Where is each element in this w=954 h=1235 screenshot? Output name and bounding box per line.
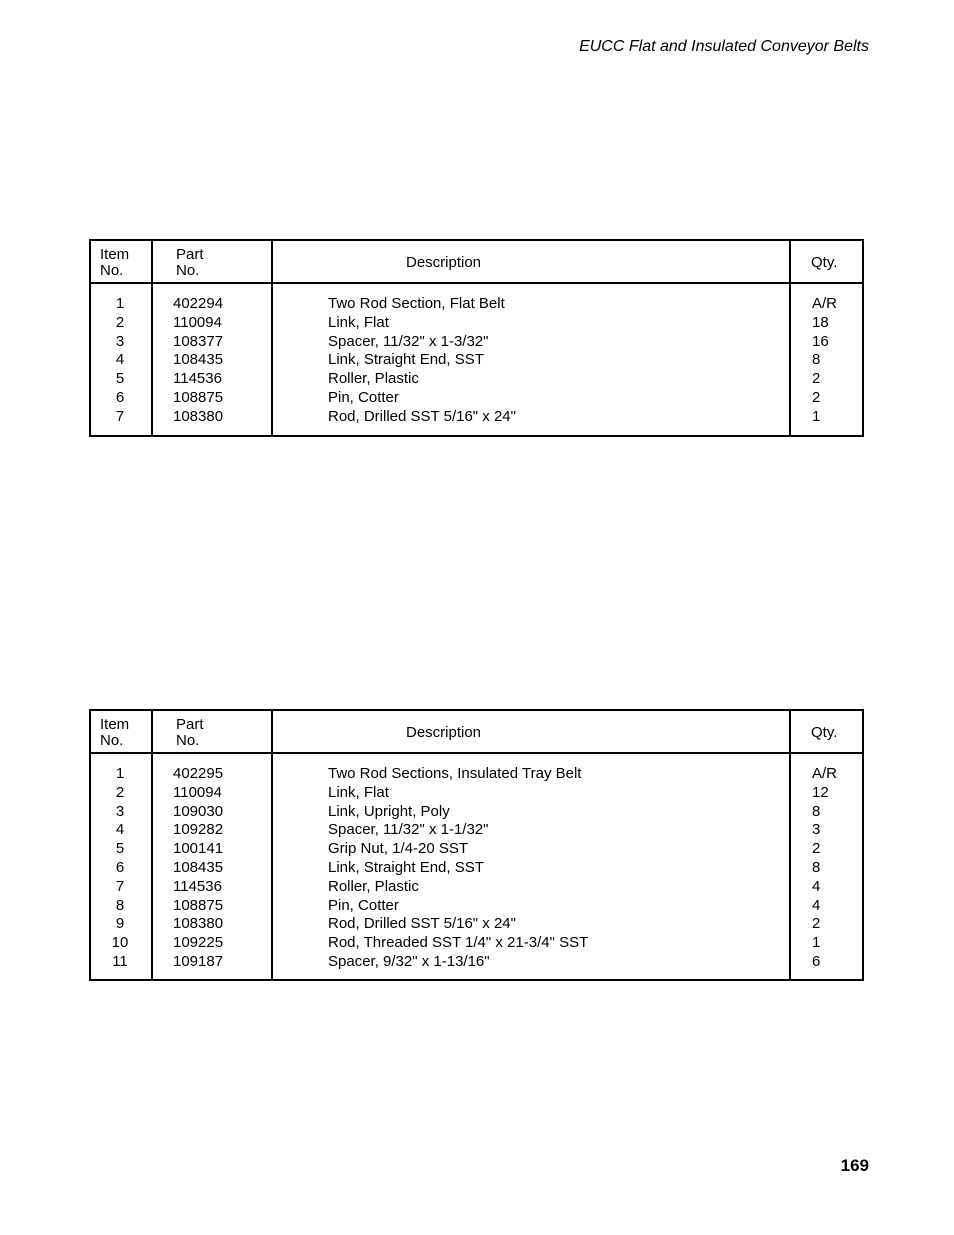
- cell-quantity: A/R: [812, 295, 838, 312]
- cell-item-number: 3: [115, 332, 125, 350]
- cell-item-number: 5: [115, 840, 125, 858]
- cell-quantity: A/R: [812, 765, 838, 782]
- table-row: [91, 953, 862, 972]
- cell-part-number: 100141: [173, 840, 224, 858]
- cell-part-number: 108435: [173, 351, 224, 369]
- cell-part-number: 110094: [173, 783, 222, 801]
- table-row: [91, 934, 862, 953]
- column-header-qty: Qty.: [811, 724, 838, 741]
- parts-table-flat-belt: [89, 239, 864, 437]
- cell-part-number: 108875: [173, 896, 224, 914]
- cell-description: Link, Straight End, SST: [328, 858, 484, 876]
- cell-quantity: 1: [812, 934, 821, 952]
- cell-quantity: 16: [812, 332, 829, 350]
- table-row: [91, 840, 862, 859]
- header-divider: [91, 752, 862, 754]
- cell-description: Link, Flat: [328, 783, 389, 801]
- cell-description: Pin, Cotter: [328, 896, 399, 914]
- cell-quantity: 8: [812, 802, 821, 820]
- column-header-part-line2: No.: [176, 732, 200, 749]
- column-header-part-line1: Part: [176, 716, 204, 733]
- table-row: [91, 370, 862, 389]
- cell-item-number: 7: [115, 407, 125, 425]
- table-row: [91, 915, 862, 934]
- page-header-title: EUCC Flat and Insulated Conveyor Belts: [579, 38, 869, 55]
- cell-quantity: 8: [812, 858, 821, 876]
- table-row: [91, 314, 862, 333]
- column-header-description: Description: [406, 254, 482, 271]
- cell-part-number: 110094: [173, 313, 222, 331]
- header-divider: [91, 282, 862, 284]
- cell-description: Spacer, 9/32" x 1-13/16": [328, 952, 490, 970]
- cell-description: Link, Upright, Poly: [328, 802, 450, 820]
- table-row: [91, 859, 862, 878]
- table-row: [91, 897, 862, 916]
- cell-quantity: 4: [812, 877, 821, 895]
- cell-quantity: 18: [812, 313, 829, 331]
- table-row: [91, 803, 862, 822]
- column-header-part-line1: Part: [176, 246, 204, 263]
- page-number: 169: [840, 1156, 869, 1175]
- cell-item-number: 9: [115, 915, 125, 933]
- cell-item-number: 10: [111, 934, 129, 952]
- cell-part-number: 108380: [173, 915, 224, 933]
- cell-description: Rod, Drilled SST 5/16" x 24": [328, 915, 516, 933]
- cell-item-number: 3: [115, 802, 125, 820]
- cell-quantity: 3: [812, 821, 821, 839]
- cell-description: Link, Straight End, SST: [328, 351, 484, 369]
- column-header-qty: Qty.: [811, 254, 838, 271]
- table-body: [91, 295, 862, 427]
- table-row: [91, 333, 862, 352]
- cell-item-number: 1: [115, 295, 125, 312]
- column-header-item-line2: No.: [100, 262, 124, 279]
- cell-quantity: 12: [812, 783, 829, 801]
- column-header-item-line2: No.: [100, 732, 124, 749]
- cell-description: Grip Nut, 1/4-20 SST: [328, 840, 469, 858]
- cell-description: Rod, Drilled SST 5/16" x 24": [328, 407, 516, 425]
- cell-description: Spacer, 11/32" x 1-1/32": [328, 821, 489, 839]
- cell-part-number: 109282: [173, 821, 224, 839]
- column-header-item: [100, 247, 129, 279]
- cell-quantity: 4: [812, 896, 821, 914]
- cell-description: Pin, Cotter: [328, 388, 399, 406]
- cell-description: Spacer, 11/32" x 1-3/32": [328, 332, 489, 350]
- column-header-item: [100, 717, 129, 749]
- cell-part-number: 108380: [173, 407, 224, 425]
- table-row: [91, 351, 862, 370]
- column-header-item-line1: Item: [100, 716, 130, 733]
- table-row: [91, 878, 862, 897]
- cell-item-number: 6: [115, 388, 125, 406]
- column-header-part: [176, 247, 204, 279]
- cell-item-number: 2: [115, 783, 125, 801]
- cell-part-number: 402294: [173, 295, 224, 312]
- cell-description: Rod, Threaded SST 1/4" x 21-3/4" SST: [328, 934, 589, 952]
- parts-table-insulated-tray-belt: [89, 709, 864, 981]
- table-row: [91, 389, 862, 408]
- cell-description: Two Rod Sections, Insulated Tray Belt: [328, 765, 582, 782]
- cell-part-number: 114536: [173, 877, 222, 895]
- cell-description: Link, Flat: [328, 313, 389, 331]
- cell-part-number: 109187: [173, 952, 224, 970]
- cell-item-number: 2: [115, 313, 125, 331]
- cell-item-number: 5: [115, 370, 125, 388]
- cell-quantity: 8: [812, 351, 821, 369]
- cell-part-number: 108435: [173, 858, 224, 876]
- cell-part-number: 108377: [173, 332, 224, 350]
- cell-part-number: 402295: [173, 765, 224, 782]
- cell-quantity: 6: [812, 952, 821, 970]
- cell-quantity: 2: [812, 388, 821, 406]
- cell-description: Roller, Plastic: [328, 370, 419, 388]
- cell-quantity: 2: [812, 370, 821, 388]
- column-header-part-line2: No.: [176, 262, 200, 279]
- cell-quantity: 2: [812, 840, 821, 858]
- column-header-item-line1: Item: [100, 246, 130, 263]
- cell-item-number: 7: [115, 877, 125, 895]
- column-header-description: Description: [406, 724, 482, 741]
- table-body: [91, 765, 862, 972]
- column-header-part: [176, 717, 204, 749]
- cell-item-number: 11: [112, 952, 128, 970]
- cell-quantity: 2: [812, 915, 821, 933]
- cell-quantity: 1: [812, 407, 821, 425]
- table-row: [91, 295, 862, 314]
- cell-item-number: 4: [115, 821, 125, 839]
- table-row: [91, 765, 862, 784]
- table-row: [91, 821, 862, 840]
- table-row: [91, 408, 862, 427]
- cell-item-number: 6: [115, 858, 125, 876]
- cell-part-number: 114536: [173, 370, 222, 388]
- cell-part-number: 108875: [173, 388, 224, 406]
- cell-item-number: 4: [115, 351, 125, 369]
- cell-description: Roller, Plastic: [328, 877, 419, 895]
- cell-item-number: 1: [115, 765, 125, 782]
- cell-item-number: 8: [115, 896, 125, 914]
- cell-part-number: 109225: [173, 934, 224, 952]
- cell-description: Two Rod Section, Flat Belt: [328, 295, 505, 312]
- cell-part-number: 109030: [173, 802, 224, 820]
- table-row: [91, 784, 862, 803]
